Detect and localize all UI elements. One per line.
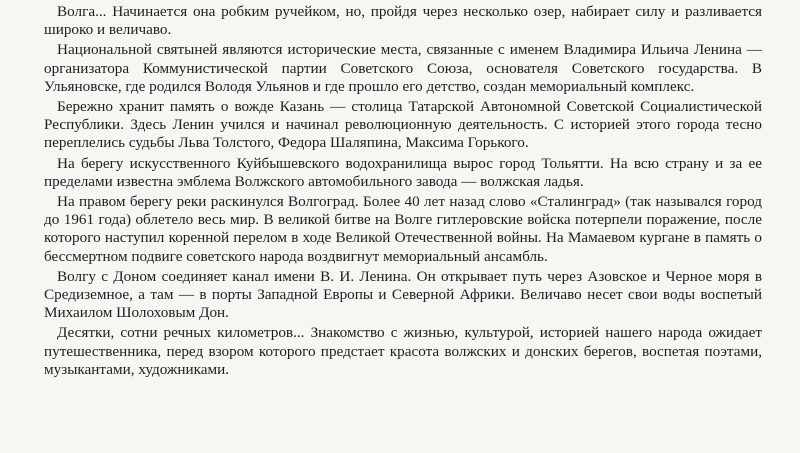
document-body [44,3,762,379]
paragraph-kazan: Бережно хранит память о вожде Казань — столица Татарской Автономной Советской Социалистической Республики. Здесь Ленин учился и начинал революционную деятельность. С историей этого города тесно переплелись судьбы Льва Толстого, Федора Шаляпина, Максима Горького. [44,98,762,152]
paragraph-volgograd: На правом берегу реки раскинулся Волгоград. Более 40 лет назад слово «Сталинград» (так назывался город до 1961 года) облетело весь мир. В великой битве на Волге гитлеровские войска потерпели поражение, после которого наступил коренной перелом в ходе Великой Отечественной войны. На Мамаевом кургане в память о бессмертном подвиге советского народа воздвигнут мемориальный ансамбль. [44,193,762,265]
paragraph-volga-don-canal: Волгу с Доном соединяет канал имени В. И. Ленина. Он открывает путь через Азовское и Черное моря в Средиземное, а там — в порты Западной Европы и Северной Африки. Величаво несет свои воды воспетый Михаилом Шолоховым Дон. [44,267,762,322]
paragraph-tolyatti: На берегу искусственного Куйбышевского водохранилища вырос город Тольятти. На всю страну и за ее пределами известна эмблема Волжского автомобильного завода — волжская ладья. [44,154,762,190]
paragraph-ulyanovsk: Национальной святыней являются исторические места, связанные с именем Владимира Ильича Ленина — организатора Коммунистической партии Советского Союза, основателя Советского государства. В Ульяновске, где родился Володя Ульянов и где прошло его детство, создан мемориальный комплекс. [44,41,762,95]
paragraph-conclusion: Десятки, сотни речных километров... Знакомство с жизнью, культурой, историей нашего народа ожидает путешественника, перед взором которого предстает красота волжских и донских берегов, воспетая поэтами, музыкантами, художниками. [44,324,762,378]
paragraph-volga-intro: Волга... Начинается она робким ручейком, но, пройдя через несколько озер, набирает силу и разливается широко и величаво. [44,3,762,39]
